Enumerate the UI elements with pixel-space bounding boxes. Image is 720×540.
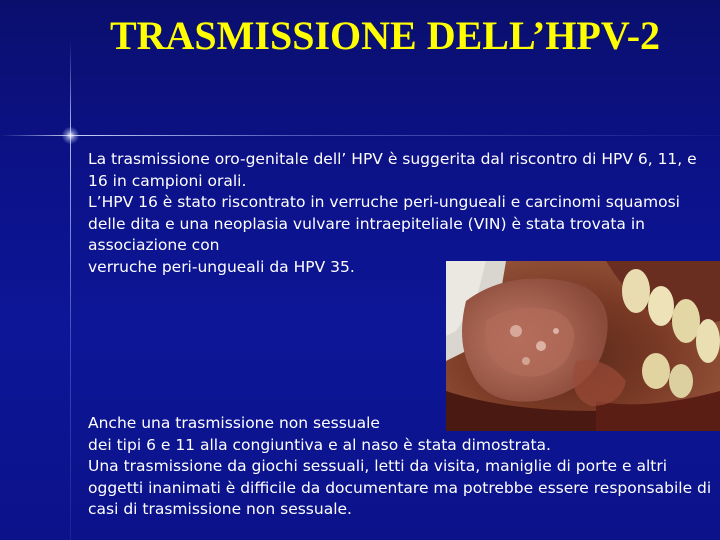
paragraph-1-line-1: La trasmissione oro-genitale dell’ HPV è suggerita dal riscontro di HPV 6, 11, e 16 in campioni orali.: [88, 150, 697, 190]
paragraph-1: [88, 149, 713, 278]
paragraph-2-line-3: Una trasmissione da giochi sessuali, letti da visita, maniglie di porte e altri oggetti inanimati è difficile da documentare ma potrebbe essere responsabile di casi di trasmissione non sessuale.: [88, 457, 712, 518]
paragraph-1-line-2: L’HPV 16 è stato riscontrato in verruche peri-ungueali e carcinomi squamosi delle dita e una neoplasia vulvare intraepiteliale (VIN) è stata trovata in associazione con: [88, 193, 680, 254]
paragraph-2-line-2: dei tipi 6 e 11 alla congiuntiva e al naso è stata dimostrata.: [88, 435, 551, 454]
slide-title: TRASMISSIONE DELL’HPV-2: [109, 13, 661, 58]
decor-horizontal-line: [0, 135, 720, 136]
oral-lesion-photo: [446, 261, 720, 431]
paragraph-1-line-3: verruche peri-ungueali da HPV 35.: [88, 257, 355, 276]
decor-sparkle: [62, 127, 79, 144]
decor-vertical-line: [70, 40, 71, 540]
paragraph-2: [88, 413, 716, 521]
paragraph-2-line-1: Anche una trasmissione non sessuale: [88, 414, 380, 432]
